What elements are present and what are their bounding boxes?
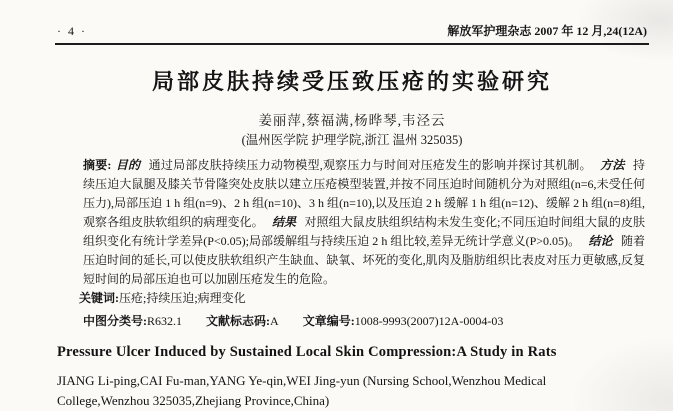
abstract-results-heading: 结果 (272, 215, 297, 229)
article-id-value: 1008-9993(2007)12A-0004-03 (354, 314, 504, 328)
clc-label: 中图分类号: (83, 314, 147, 328)
document-code-value: A (270, 314, 279, 328)
abstract-objective-text: 通过局部皮肤持续压力动物模型,观察压力与时间对压疮发生的影响并探讨其机制。 (148, 158, 592, 172)
abstract-paragraph (83, 156, 645, 289)
abstract-objective-heading: 目的 (115, 158, 141, 172)
keywords-label: 关键词: (79, 291, 119, 305)
english-title: Pressure Ulcer Induced by Sustained Local Skin Compression:A Study in Rats (57, 344, 557, 360)
article-title: 局部皮肤持续受压致压疮的实验研究 (151, 69, 552, 94)
abstract-conclusion-heading: 结论 (588, 234, 613, 248)
document-code-label: 文献标志码: (206, 314, 271, 328)
abstract-label: 摘要: (83, 158, 112, 172)
classification-line (83, 313, 645, 330)
page-header (57, 24, 647, 39)
journal-issue-info: 解放军护理杂志 2007 年 12 月,24(12A) (447, 24, 647, 38)
abstract-conclusion-text: 随着压迫时间的延长,可以使皮肤软组织产生缺血、缺氧、坏死的变化,肌肉及脂肪组织比表皮对压力更敏感,反复短时间的局部压迫也可以加剧压疮发生的危险。 (83, 234, 645, 286)
abstract-results-text: 对照组大鼠皮肤组织结构未发生变化;不同压迫时间组大鼠的皮肤组织变化有统计学差异(P<0.05);局部缓解组与持续压迫 2 h 组比较,差异无统计学意义(P>0.05)。 (83, 215, 645, 248)
article-id-label: 文章编号: (302, 314, 355, 328)
keywords-line (79, 289, 645, 308)
page-number: · 4 · (57, 24, 87, 38)
abstract-methods-heading: 方法 (600, 158, 625, 172)
author-affiliation: (温州医学院 护理学院,浙江 温州 325035) (241, 133, 463, 147)
header-rule (55, 43, 649, 45)
abstract-methods-text: 持续压迫大鼠腿及膝关节骨隆突处皮肤以建立压疮模型装置,并按不同压迫时间随机分为对照组(n=6,未受任何压力),局部压迫 1 h 组(n=9)、2 h 组(n=10)、3 h 组(n=10),以及压迫 2 h 缓解 1 h 组(n=12)、缓解 2 h 组(n=8)组,观察各组皮肤软组织的病理变化。 (83, 158, 645, 229)
author-names: 姜丽萍,蔡福满,杨晔琴,韦泾云 (258, 113, 446, 128)
clc-value: R632.1 (147, 314, 183, 328)
keywords-text: 压疮;持续压迫;病理变化 (119, 291, 246, 305)
english-authors: JIANG Li-ping,CAI Fu-man,YANG Ye-qin,WEI Jing-yun (Nursing School,Wenzhou Medical College,Wenzhou 325035,Zhejiang Province,China) (57, 373, 547, 408)
